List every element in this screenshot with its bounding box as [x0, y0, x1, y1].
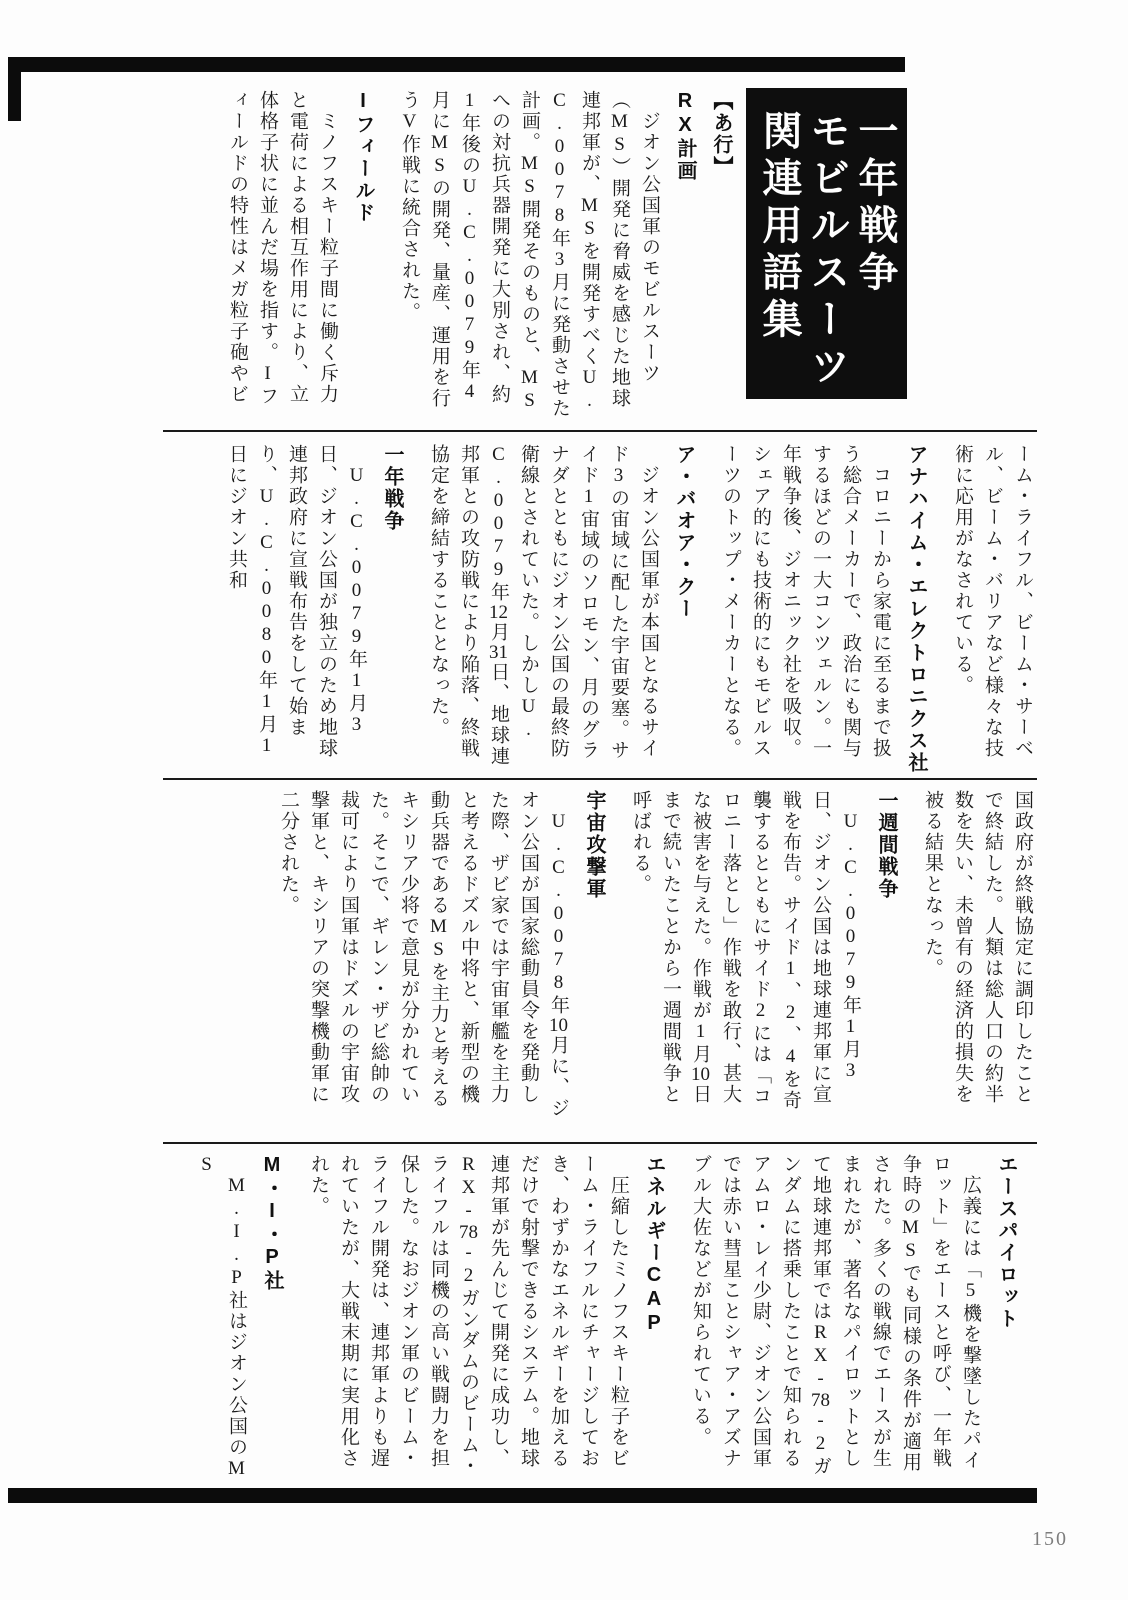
entry-heading: ア・バオア・クー: [673, 444, 695, 620]
entry-heading: アナハイム・エレクトロニクス社: [905, 444, 927, 774]
entry-text: ーム・ライフル、ビーム・サーベル、ビーム・バリアなど様々な技術に応用がなされている。: [952, 444, 1033, 759]
entry-heading: 一週間戦争: [875, 790, 897, 900]
left-corner-bar: [8, 57, 21, 121]
page-title-line: 一年戦争: [853, 110, 897, 298]
entry-text: コロニーから家電に至るまで扱う総合メーカーで、政治にも関与するほどの一大コンツェルン。一年戦争後、ジオニック社を吸収。シェア的にも技術的にもモビルスーツのトップ・メーカーとなる。: [720, 444, 891, 759]
group-heading: 【あ行】: [710, 90, 732, 178]
entry-text: ミノフスキー粒子間に働く斥力と電荷による相互作用により、立体格子状に並んだ場を指す。Iフィールドの特性はメガ粒子砲やビ: [227, 90, 338, 407]
page-title-line: モビルスーツ: [805, 110, 849, 392]
entry-text: ジオン公国軍のモビルスーツ（MS）開発に脅威を感じた地球連邦軍が、MSを開発すべくU.C.0078年3月に発動させた計画。MS開発そのものと、MSへの対抗兵器開発に大別され、約1年後のU.C.0079年4月にMSの開発、量産、運用を行うV作戦に統合された。: [399, 90, 660, 419]
top-rule-bar: [8, 57, 905, 72]
glossary-band-2: [160, 444, 1037, 774]
entry-text: U.C.0078年10月に、ジオン公国が国家総動員令を発動した際、ザビ家では宇宙軍艦を主力と考えるドズル中将と、新型の機動兵器であるMSを主力と考えるキシリア少将で意見が分かれていた。そこで、ギレン・ザビ総帥の裁可により国軍はドズルの宇宙攻撃軍と、キシリアの突撃機動軍に二分された。: [278, 790, 569, 1119]
glossary-band-1: [150, 90, 738, 424]
entry-heading: M・I・P社: [261, 1154, 283, 1292]
bottom-rule-bar: [8, 1488, 1037, 1503]
entry-text: 圧縮したミノフスキー粒子をビーム・ライフルにチャージしておき、わずかなエネルギーを加えるだけで射撃できるシステム。地球連邦軍が先んじて開発に成功し、RX-78-2ガンダムのビーム・ライフルは同機の高い戦闘力を担保した。なおジオン軍のビーム・ライフル開発は、連邦軍よりも遅れていたが、大戦末期に実用化された。: [308, 1154, 629, 1477]
entry-text: 広義には「5機を撃墜したパイロット」をエースと呼び、一年戦争時のMSでも同様の条件が適用された。多くの戦線でエースが生まれたが、著名なパイロットとして地球連邦軍ではRX-78-2ガンダムに搭乗したことで知られるアムロ・レイ少尉、ジオン公国軍では赤い彗星ことシャア・アズナブル大佐などが知られている。: [690, 1154, 981, 1477]
entry-heading: エースパイロット: [995, 1154, 1017, 1330]
entry-text: U.C.0079年1月3日、ジオン公国は地球連邦軍に宣戦を布告。サイド1、2、4を奇襲するとともにサイド2には「コロニー落とし」作戦を敢行、甚大な被害を与えた。作戦が1月10日まで続いたことから一週間戦争と呼ばれる。: [630, 790, 861, 1111]
glossary-band-4: [160, 1154, 1037, 1488]
entry-heading: RX計画: [674, 90, 696, 182]
entry-heading: エネルギーCAP: [643, 1154, 665, 1336]
band-divider-rule: [163, 1142, 1037, 1144]
entry-text: ジオン公国軍が本国となるサイド3の宙域に配した宇宙要塞。サイド1宙域のソロモン、月のグラナダとともにジオン公国の最終防衛線とされていた。しかしU.C.0079年12月31日、地球連邦軍との攻防戦により陥落、終戦協定を締結することとなった。: [428, 444, 659, 767]
page-title-block: [746, 88, 907, 399]
band-divider-rule: [163, 778, 1037, 780]
glossary-band-3: [160, 790, 1037, 1124]
page-number: 150: [1032, 1528, 1068, 1550]
entry-heading: 一年戦争: [381, 444, 403, 532]
page-title-line: 関連用語集: [757, 110, 801, 345]
entry-text: 国政府が終戦協定に調印したことで終結した。人類は総人口の約半数を失い、未曾有の経済的損失を被る結果となった。: [922, 790, 1033, 1105]
entry-text: U.C.0079年1月3日、ジオン公国が独立のため地球連邦政府に宣戦布告をして始まり、U.C.0080年1月1日にジオン共和: [226, 444, 367, 759]
entry-heading: Iフィールド: [352, 90, 374, 224]
entry-text: M.I.P社はジオン公国のMS: [196, 1154, 247, 1481]
band-divider-rule: [163, 430, 1037, 432]
entry-heading: 宇宙攻撃軍: [583, 790, 605, 900]
